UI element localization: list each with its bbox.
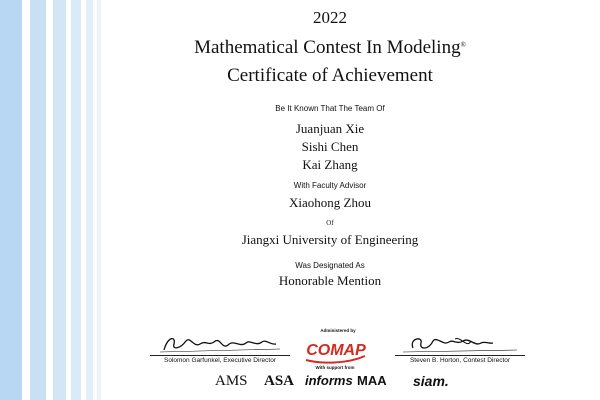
stripe xyxy=(71,0,81,400)
support-label: With support from xyxy=(315,365,355,370)
institution-name: Jiangxi University of Engineering xyxy=(241,232,419,247)
team-member: Kai Zhang xyxy=(302,157,358,172)
designated-label: Was Designated As xyxy=(295,261,365,270)
handwritten-signature xyxy=(150,333,290,355)
asa-logo: ASA xyxy=(264,373,295,389)
team-member: Sishi Chen xyxy=(301,139,359,154)
stripe xyxy=(53,0,66,400)
advisor-name: Xiaohong Zhou xyxy=(289,195,371,210)
comap-logo-text: COMAP xyxy=(306,342,366,359)
signature-contest-director xyxy=(395,333,525,364)
stripe xyxy=(0,0,22,400)
award-name: Honorable Mention xyxy=(278,273,382,288)
stripe xyxy=(30,0,46,400)
certificate-title: Certificate of Achievement xyxy=(227,65,433,86)
contest-name xyxy=(120,37,540,59)
stripe xyxy=(97,0,101,400)
signature-executive-director xyxy=(150,333,290,364)
advisor-label: With Faculty Advisor xyxy=(293,181,367,190)
siam-logo: siam. xyxy=(413,373,449,389)
signer-title: Steven B. Horton, Contest Director xyxy=(395,355,525,364)
sponsor-logos xyxy=(215,373,475,393)
ams-logo: AMS xyxy=(215,373,248,389)
signer-title: Solomon Garfunkel, Executive Director xyxy=(150,355,290,364)
registered-mark: ® xyxy=(460,41,466,49)
handwritten-signature xyxy=(395,333,525,355)
comap-logo xyxy=(303,336,369,366)
team-member: Juanjuan Xie xyxy=(295,121,365,136)
maa-logo: MAA xyxy=(357,373,387,388)
of-label: Of xyxy=(326,219,334,227)
informs-logo: informs xyxy=(305,373,353,388)
contest-year: 2022 xyxy=(313,8,347,27)
contest-name-text: Mathematical Contest In Modeling xyxy=(194,37,461,58)
intro-text: Be It Known That The Team Of xyxy=(275,104,385,113)
administered-by-label: Administered by xyxy=(320,328,356,333)
stripe xyxy=(86,0,93,400)
